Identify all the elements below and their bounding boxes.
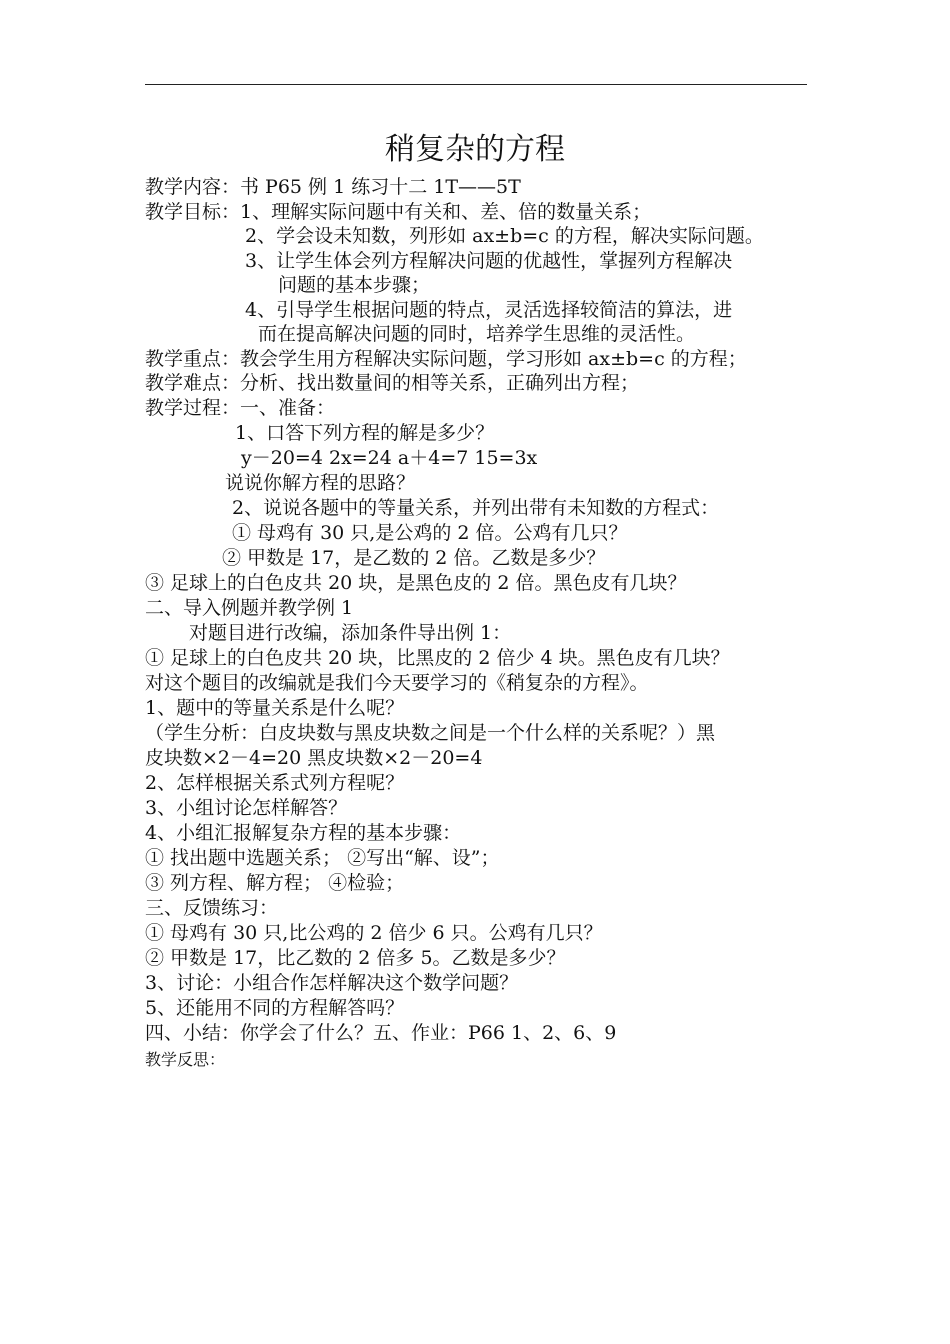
text-line-student-analysis: （学生分析：白皮块数与黑皮块数之间是一个什么样的关系呢？）黑 [145, 722, 716, 744]
text-line-objective-4: 4、引导学生根据问题的特点，灵活选择较简洁的算法，进 [245, 299, 733, 321]
text-line-relation-equations: 皮块数×2－4=20 黑皮块数×2－20=4 [145, 747, 483, 769]
text-line-practice-hen: ① 母鸡有 30 只,比公鸡的 2 倍少 6 只。公鸡有几只？ [145, 922, 603, 944]
document-title: 稍复杂的方程 [385, 132, 565, 167]
text-line-thinking: 说说你解方程的思路？ [225, 472, 416, 494]
text-line-equations: y－20=4 2x=24 a＋4=7 15=3x [241, 447, 538, 469]
text-line-step-4: 4、小组汇报解复杂方程的基本步骤： [145, 822, 462, 844]
text-line-section-two: 二、导入例题并教学例 1 [145, 597, 354, 619]
text-line-objective-1: 教学目标：1、理解实际问题中有关和、差、倍的数量关系； [145, 201, 652, 223]
text-line-objective-2: 2、学会设未知数，列形如 ax±b=c 的方程，解决实际问题。 [245, 225, 764, 247]
text-line-adaptation: 对题目进行改编，添加条件导出例 1： [189, 622, 512, 644]
text-line-teaching-content: 教学内容：书 P65 例 1 练习十二 1T——5T [145, 176, 521, 198]
text-line-objective-3: 3、让学生体会列方程解决问题的优越性，掌握列方程解决 [245, 250, 733, 272]
text-line-lesson-intro: 对这个题目的改编就是我们今天要学习的《稍复杂的方程》。 [145, 672, 649, 694]
text-line-problem-number: ② 甲数是 17，是乙数的 2 倍。乙数是多少？ [222, 547, 606, 569]
text-line-different-equations: 5、还能用不同的方程解答吗？ [145, 997, 405, 1019]
text-line-oral-question: 1、口答下列方程的解是多少？ [235, 422, 495, 444]
text-line-objective-3-cont: 问题的基本步骤； [278, 274, 431, 296]
text-line-step-2: 2、怎样根据关系式列方程呢？ [145, 772, 405, 794]
header-rule [145, 84, 807, 85]
text-line-problem-football: ③ 足球上的白色皮共 20 块，是黑色皮的 2 倍。黑色皮有几块？ [145, 572, 687, 594]
text-line-step-3: 3、小组讨论怎样解答？ [145, 797, 348, 819]
text-line-problem-hen: ① 母鸡有 30 只,是公鸡的 2 倍。公鸡有几只？ [232, 522, 628, 544]
text-line-practice-number: ② 甲数是 17，比乙数的 2 倍多 5。乙数是多少？ [145, 947, 566, 969]
text-line-key-point: 教学重点：教会学生用方程解决实际问题，学习形如 ax±b=c 的方程； [145, 348, 747, 370]
text-line-step-1: 1、题中的等量关系是什么呢？ [145, 697, 405, 719]
text-line-relations-question: 2、说说各题中的等量关系，并列出带有未知数的方程式： [232, 497, 720, 519]
text-line-difficulty: 教学难点：分析、找出数量间的相等关系，正确列出方程； [145, 372, 640, 394]
text-line-summary-homework: 四、小结：你学会了什么？五、作业：P66 1、2、6、9 [145, 1022, 617, 1044]
text-line-example-1: ① 足球上的白色皮共 20 块，比黑皮的 2 倍少 4 块。黑色皮有几块？ [145, 647, 730, 669]
text-line-reflection: 教学反思： [145, 1050, 226, 1069]
text-line-discussion: 3、讨论：小组合作怎样解决这个数学问题？ [145, 972, 519, 994]
text-line-objective-4-cont: 而在提高解决问题的同时，培养学生思维的灵活性。 [258, 323, 696, 345]
text-line-basic-steps-1: ① 找出题中选题关系； ②写出“解、设”； [145, 847, 500, 869]
text-line-basic-steps-2: ③ 列方程、解方程； ④检验； [145, 872, 405, 894]
text-line-process-heading: 教学过程：一、准备： [145, 397, 336, 419]
text-line-section-three: 三、反馈练习： [145, 897, 279, 919]
